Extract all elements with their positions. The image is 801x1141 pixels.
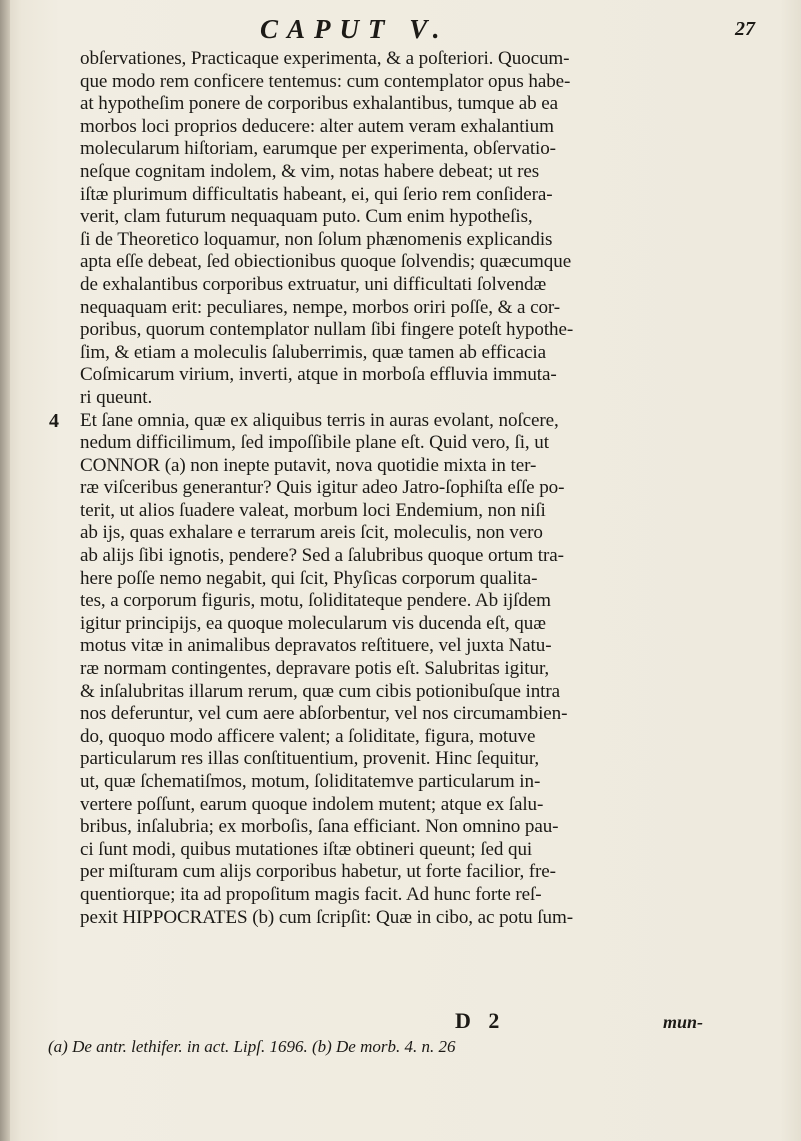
text-line: motus vitæ in animalibus depravatos reſtituere, vel juxta Natu- xyxy=(80,635,552,657)
text-line: ſim, & etiam a moleculis ſaluberrimis, quæ tamen ab efficacia xyxy=(80,341,546,363)
book-binding-edge xyxy=(0,0,10,1141)
text-line: CONNOR (a) non inepte putavit, nova quotidie mixta in ter- xyxy=(80,454,537,476)
text-line: iſtæ plurimum difficultatis habeant, ei, qui ſerio rem conſidera- xyxy=(80,183,553,205)
text-line: igitur principijs, ea quoque molecularum vis ducenda eſt, quæ xyxy=(80,612,546,634)
text-line: here poſſe nemo negabit, qui ſcit, Phyſicas corporum qualita- xyxy=(80,567,538,589)
body-text xyxy=(49,48,770,929)
text-line: Et ſane omnia, quæ ex aliquibus terris in auras evolant, noſcere, xyxy=(80,409,559,431)
running-title: CAPUT V. xyxy=(260,14,449,44)
text-line: ab ijs, quas exhalare e terrarum areis ſcit, moleculis, non vero xyxy=(80,522,543,544)
text-line: pexit HIPPOCRATES (b) cum ſcripſit: Quæ in cibo, ac potu ſum- xyxy=(80,906,573,928)
text-line: morbos loci proprios deducere: alter autem veram exhalantium xyxy=(80,115,554,137)
text-line: terit, ut alios ſuadere valeat, morbum loci Endemium, non niſi xyxy=(80,499,546,521)
text-line: do, quoquo modo afficere valent; a ſoliditate, figura, motuve xyxy=(80,725,536,747)
text-line: at hypotheſim ponere de corporibus exhalantibus, tumque ab ea xyxy=(80,93,558,115)
footnote: (a) De antr. lethifer. in act. Lipſ. 1696. (b) De morb. 4. n. 26 xyxy=(48,1037,456,1056)
text-line: ut, quæ ſchematiſmos, motum, ſoliditatemve particularum in- xyxy=(80,771,541,792)
paragraph-number: 4 xyxy=(49,409,59,432)
text-line: nequaquam erit: peculiares, nempe, morbos oriri poſſe, & a cor- xyxy=(80,296,561,318)
catchword: mun- xyxy=(663,1012,704,1032)
text-line: nedum difficilimum, ſed impoſſibile plane eſt. Quid vero, ſi, ut xyxy=(80,432,549,454)
text-line: que modo rem conficere tentemus: cum contemplator opus habe- xyxy=(80,70,571,92)
text-line: bribus, inſalubria; ex morboſis, ſana efficiant. Non omnino pau- xyxy=(80,816,559,838)
text-line: ræ normam contingentes, depravare potis eſt. Salubritas igitur, xyxy=(80,658,550,680)
text-line: tes, a corporum figuris, motu, ſoliditateque pendere. Ab ijſdem xyxy=(80,590,551,612)
text-line: quentiorque; ita ad propoſitum magis facit. Ad hunc forte reſ- xyxy=(80,883,542,905)
text-line: ri queunt. xyxy=(80,386,153,408)
page-header xyxy=(250,14,770,48)
text-line: nos deferuntur, vel cum aere abſorbentur, vel nos circumambien- xyxy=(80,703,568,725)
text-line: ci ſunt modi, quibus mutationes iſtæ obtineri queunt; ſed qui xyxy=(80,838,533,860)
text-line: molecularum hiſtoriam, earumque per experimenta, obſervatio- xyxy=(80,138,556,160)
text-line: apta eſſe debeat, ſed obiectionibus quoque ſolvendis; quæcumque xyxy=(80,251,572,273)
text-line: verit, clam futurum nequaquam puto. Cum enim hypotheſis, xyxy=(80,206,533,228)
text-line: vertere poſſunt, earum quoque indolem mutent; atque ex ſalu- xyxy=(80,793,544,815)
text-line: ræ viſceribus generantur? Quis igitur adeo Jatro-ſophiſta eſſe po- xyxy=(80,477,565,499)
page-number: 27 xyxy=(735,18,755,40)
signature-mark: D 2 xyxy=(455,1008,506,1033)
text-line: Coſmicarum virium, inverti, atque in morboſa effluvia immuta- xyxy=(80,364,557,386)
paragraph-line xyxy=(49,409,770,433)
text-line: & inſalubritas illarum rerum, quæ cum cibis potionibuſque intra xyxy=(80,680,560,702)
text-line: obſervationes, Practicaque experimenta, & a poſteriori. Quocum- xyxy=(80,48,570,69)
text-line: poribus, quorum contemplator nullam ſibi fingere poteſt hypothe- xyxy=(80,319,574,341)
text-line: de exhalantibus corporibus extruatur, uni difficultati ſolvendæ xyxy=(80,273,547,295)
text-line: neſque cognitam indolem, & vim, notas habere debeat; ut res xyxy=(80,160,540,182)
text-line: ſi de Theoretico loquamur, non ſolum phænomenis explicandis xyxy=(80,228,553,250)
text-line: ab alijs ſibi ignotis, pendere? Sed a ſalubribus quoque ortum tra- xyxy=(80,545,564,567)
text-line: particularum res illas conſtituentium, provenit. Hinc ſequitur, xyxy=(80,748,540,770)
text-line: per miſturam cum alijs corporibus habetur, ut forte facilior, fre- xyxy=(80,861,556,883)
